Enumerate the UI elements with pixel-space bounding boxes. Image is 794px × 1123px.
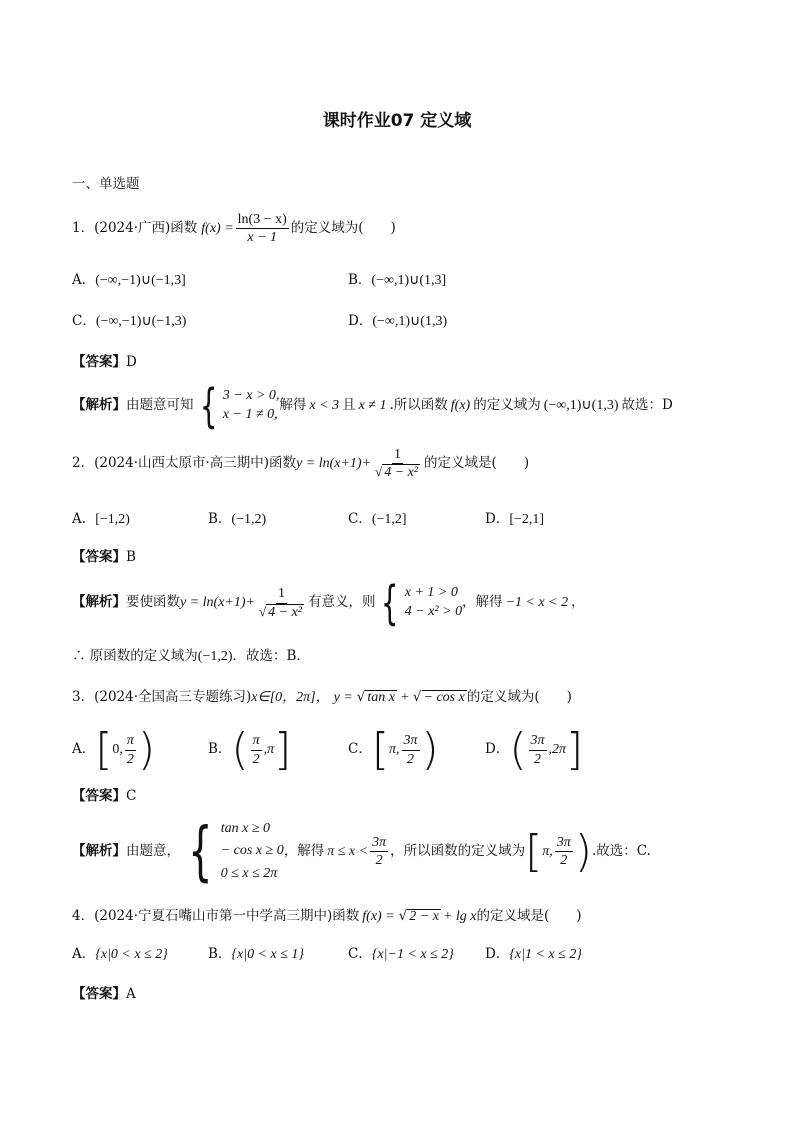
q2-analysis: 【解析】 要使函数 y = ln(x+1)+ $\frac{1}{\text{√ 4 − x²}}$ 有意义，则 { x + 1 > 0 4 − x² > 0 ，解得 −1 < x < 2 ，	[72, 576, 585, 630]
q2-option-c[interactable]: C．(−1,2]	[348, 511, 407, 527]
q1-option-c[interactable]: C．(−∞,−1)∪(−1,3)	[72, 313, 187, 329]
q3-answer: 【答案】C	[72, 788, 137, 804]
q1-fraction	[236, 212, 289, 246]
q2-option-b[interactable]: B．(−1,2)	[208, 511, 267, 527]
q2-prefix: 2．(2024·山西太原市·高三期中)函数	[72, 455, 297, 472]
q3-option-a[interactable]: A． [ 0, $\frac{\pi}{2}$ )	[72, 724, 156, 775]
q3-option-d[interactable]: D． ( $\frac{3\pi}{2}$ ,2π ]	[485, 724, 584, 775]
q1-analysis: 【解析】 由题意可知 { 3 − x > 0, x − 1 ≠ 0, 解得 x < 3 且 x ≠ 1 .所以函数 f(x) 的定义域为 (−∞,1)∪(1,3) 故选：D	[72, 379, 673, 433]
brace-icon: {	[381, 576, 399, 630]
q4-option-b[interactable]: B．{x|0 < x ≤ 1}	[208, 946, 305, 962]
section-heading: 一、单选题	[72, 176, 140, 192]
page-title: 课时作业07 定义域	[322, 111, 472, 131]
q1-fx: f(x) =	[201, 220, 234, 236]
question-1	[72, 212, 396, 246]
q3-option-c[interactable]: C． [ π, $\frac{3\pi}{2}$ )	[348, 724, 439, 775]
question-3: 3．(2024·全国高三专题练习) x∈[0，2π]， y = √ tan x + √ − cos x 的定义域为( )	[72, 688, 572, 705]
q4-option-c[interactable]: C．{x|−1 < x ≤ 2}	[348, 946, 454, 962]
q1-option-b[interactable]: B．(−∞,1)∪(1,3]	[348, 272, 447, 288]
q1-option-a[interactable]: A．(−∞,−1)∪(−1,3]	[72, 272, 186, 288]
q2-answer: 【答案】B	[72, 549, 136, 565]
q1-option-d[interactable]: D．(−∞,1)∪(1,3)	[348, 313, 448, 329]
brace-icon: {	[199, 379, 217, 433]
q1-numerator: ln(3 − x)	[236, 212, 289, 229]
q1-denominator: x − 1	[247, 230, 278, 246]
analysis-label: 【解析】	[72, 397, 126, 414]
q1-system: 3 − x > 0, x − 1 ≠ 0,	[222, 388, 280, 422]
question-4: 4．(2024·宁夏石嘴山市第一中学高三期中)函数 f(x) = √ 2 − x + lg x 的定义域是( )	[72, 907, 582, 924]
q2-suffix: 的定义域是( )	[424, 455, 530, 472]
q2-y: y = ln(x+1)+	[296, 455, 372, 471]
q2-conclusion: ∴ 原函数的定义域为(−1,2)．故选：B．	[72, 648, 310, 664]
q1-answer: 【答案】D	[72, 354, 137, 370]
q3-option-b[interactable]: B． ( $\frac{\pi}{2}$ ,π ]	[208, 724, 292, 775]
q4-answer: 【答案】A	[72, 986, 136, 1002]
question-2	[72, 447, 529, 481]
q4-option-d[interactable]: D．{x|1 < x ≤ 2}	[485, 946, 582, 962]
q1-prefix: 1．(2024·广西)函数	[72, 220, 198, 237]
q2-option-d[interactable]: D．[−2,1]	[485, 511, 545, 527]
q2-fraction: $\frac{1}{\text{√ 4 − x²}}$	[375, 447, 419, 481]
brace-icon: {	[188, 814, 213, 889]
q1-analysis-pre: 由题意可知	[126, 397, 194, 414]
q1-suffix: 的定义域为( )	[290, 220, 396, 237]
q4-option-a[interactable]: A．{x|0 < x ≤ 2}	[72, 946, 168, 962]
q3-analysis: 【解析】 由题意， { tan x ≥ 0 − cos x ≥ 0 0 ≤ x ≤ 2π ，解得 π ≤ x < $\frac{3\pi}{2}$ ，所以函数的定义域为 [ π, $\frac{3\pi}{2}$ ) .故选：C.	[72, 814, 651, 889]
q2-option-a[interactable]: A．[−1,2)	[72, 511, 130, 527]
